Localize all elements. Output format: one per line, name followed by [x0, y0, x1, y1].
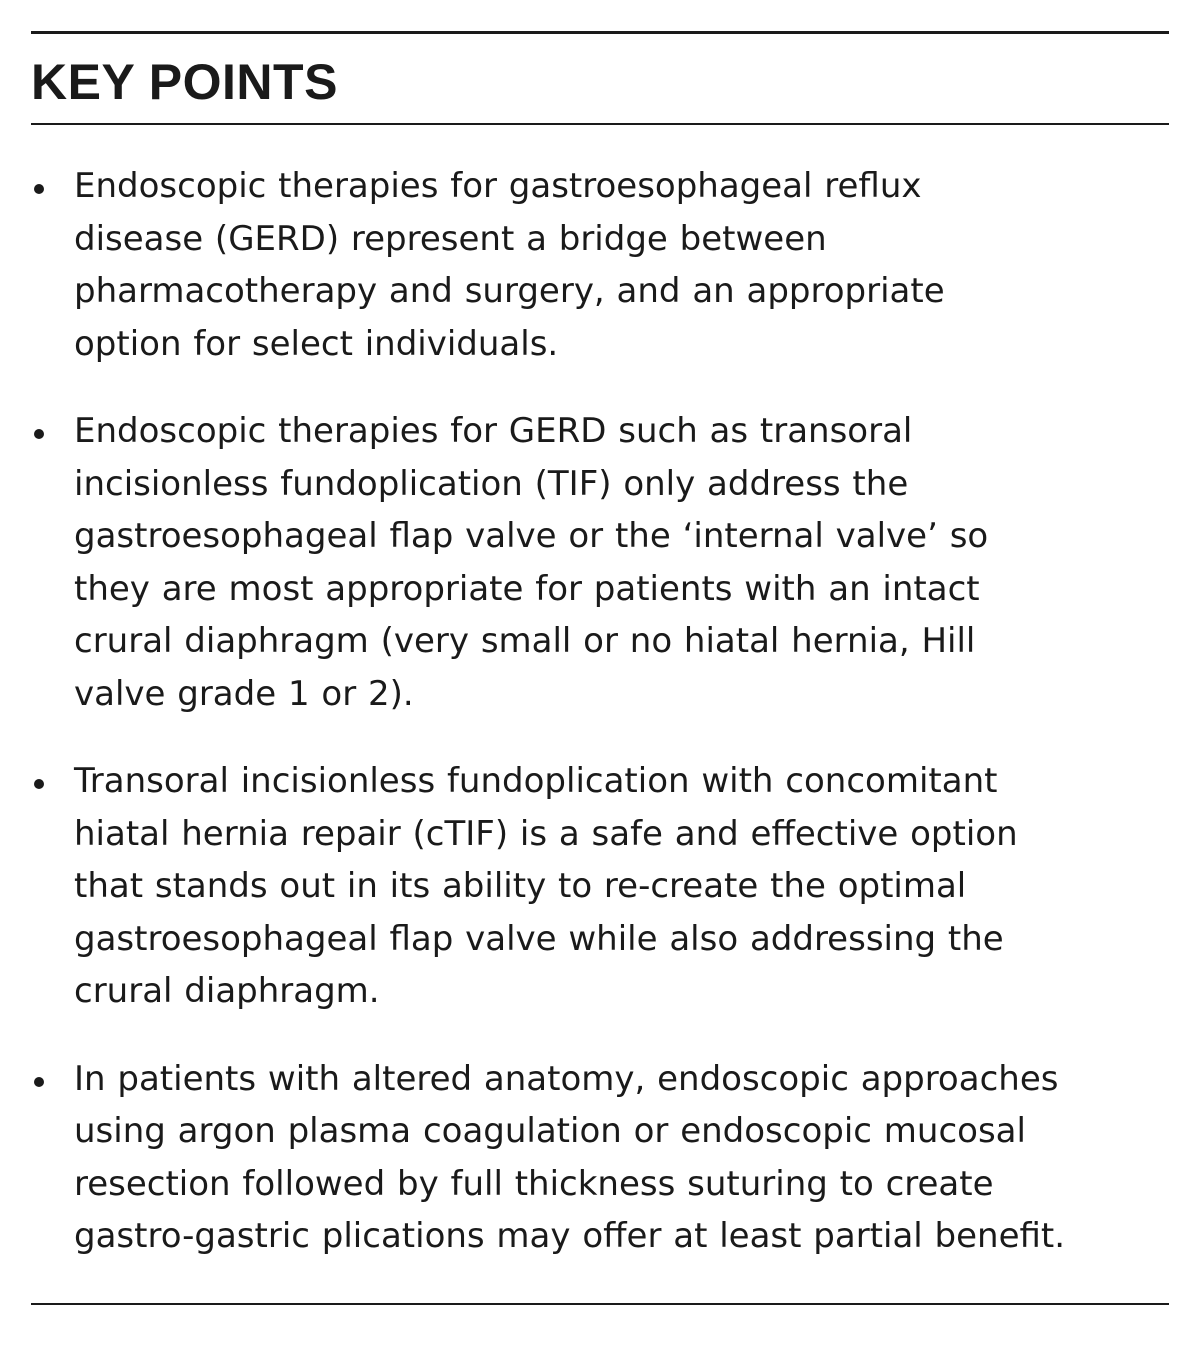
key-point-2	[31, 405, 1169, 720]
top-rule	[31, 31, 1169, 34]
key-point-line: gastro-gastric plications may offer at least partial benefit.	[74, 1216, 1066, 1256]
key-point-line: option for select individuals.	[74, 323, 559, 364]
bullet-icon	[34, 779, 44, 789]
key-point-line: incisionless fundoplication (TIF) only address the	[74, 463, 909, 504]
key-point-4	[31, 1053, 1169, 1263]
key-point-line: disease (GERD) represent a bridge between	[74, 218, 827, 259]
key-point-line: Transoral incisionless fundoplication with concomitant	[74, 761, 998, 801]
key-point-line: they are most appropriate for patients with an intact	[74, 568, 980, 609]
bullet-icon	[34, 429, 44, 439]
bullet-icon	[34, 1077, 44, 1087]
key-point-line: crural diaphragm (very small or no hiatal hernia, Hill	[74, 621, 976, 661]
key-point-1	[31, 160, 1169, 370]
key-point-line: gastroesophageal flap valve or the ‘internal valve’ so	[74, 516, 989, 556]
key-point-line: pharmacotherapy and surgery, and an appropriate	[74, 271, 945, 311]
key-point-line: Endoscopic therapies for gastroesophageal reflux	[74, 166, 922, 206]
heading-rule	[31, 123, 1169, 125]
key-point-line: resection followed by full thickness suturing to create	[74, 1163, 994, 1204]
key-points-heading: KEY POINTS	[31, 54, 338, 110]
bottom-rule	[31, 1303, 1169, 1305]
key-point-line: hiatal hernia repair (cTIF) is a safe and effective option	[74, 813, 1018, 854]
key-points-list	[31, 160, 1169, 1263]
key-point-line: gastroesophageal flap valve while also addressing the	[74, 918, 1004, 959]
key-point-line: In patients with altered anatomy, endoscopic approaches	[74, 1058, 1059, 1099]
key-point-line: using argon plasma coagulation or endoscopic mucosal	[74, 1111, 1026, 1151]
key-point-line: Endoscopic therapies for GERD such as transoral	[74, 411, 913, 451]
key-point-line: that stands out in its ability to re-create the optimal	[74, 866, 967, 906]
bullet-icon	[34, 184, 44, 194]
key-point-line: valve grade 1 or 2).	[74, 673, 414, 714]
key-point-3	[31, 755, 1169, 1018]
key-point-line: crural diaphragm.	[74, 971, 380, 1011]
